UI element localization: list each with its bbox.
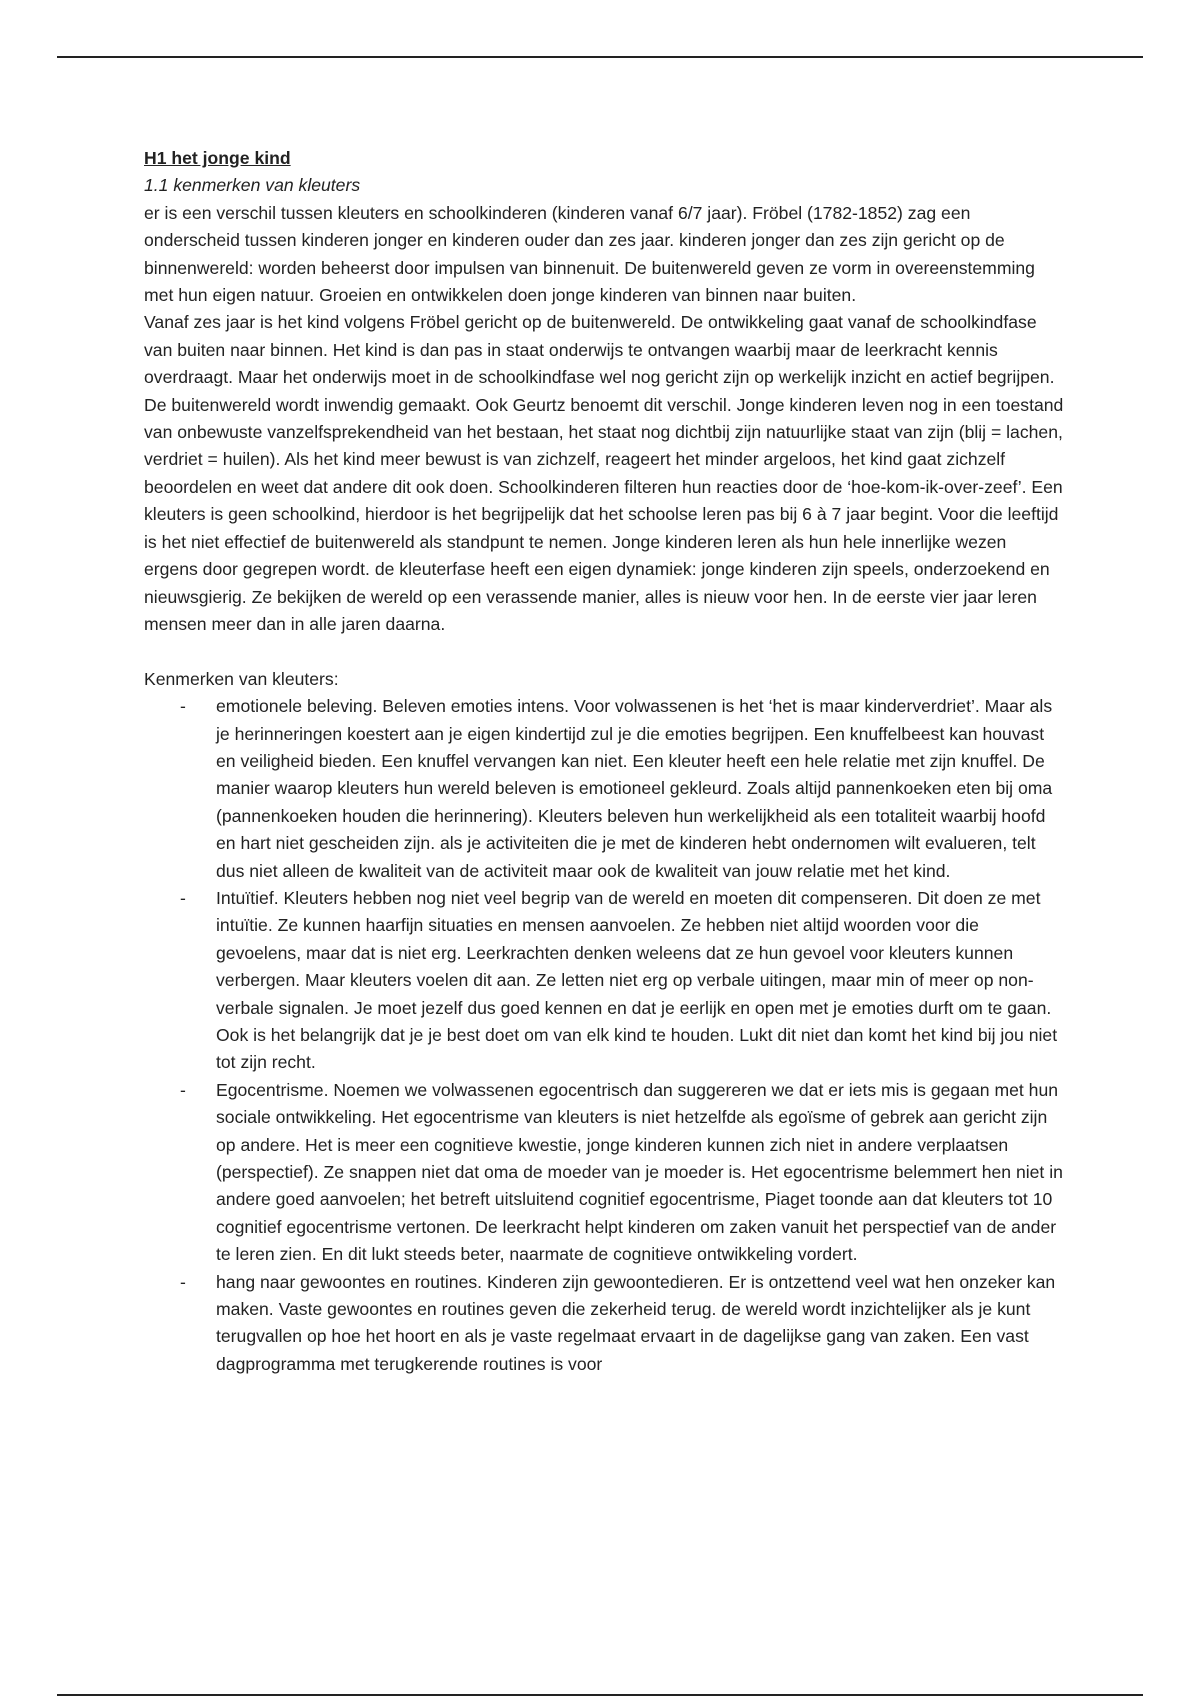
list-item [144,885,1064,1077]
list-item-text: emotionele beleving. Beleven emoties intens. Voor volwassenen is het ‘het is maar kinderverdriet’. Maar als je herinneringen koestert aan je eigen kindertijd zul je die emoties begrijpen. Een knuffelbeest kan houvast en veiligheid bieden. Een knuffel vervangen kan niet. Een kleuter heeft een hele relatie met zijn knuffel. De manier waarop kleuters hun wereld beleven is emotioneel gekleurd. Zoals altijd pannenkoeken eten bij oma (pannenkoeken houden die herinnering). Kleuters beleven hun werkelijkheid als een totaliteit waarbij hoofd en hart niet gescheiden zijn. als je activiteiten die je met de kinderen hebt ondernomen wilt evalueren, telt dus niet alleen de kwaliteit van de activiteit maar ook de kwaliteit van jouw relatie met het kind. [216,696,1053,881]
footer-rule [57,1694,1143,1696]
list-item-text: hang naar gewoontes en routines. Kinderen zijn gewoontedieren. Er is ontzettend veel wat hen onzeker kan maken. Vaste gewoontes en routines geven die zekerheid terug. de wereld wordt inzichtelijker als je kunt terugvallen op hoe het hoort en als je vaste regelmaat ervaart in de dagelijkse gang van zaken. Een vast dagprogramma met terugkerende routines is voor [216,1271,1056,1374]
dash-bullet-marker: - [180,887,186,908]
document-body [144,145,1064,1378]
dash-bullet-marker: - [180,1271,186,1292]
section-subheading: 1.1 kenmerken van kleuters [144,175,361,196]
paragraph: er is een verschil tussen kleuters en schoolkinderen (kinderen vanaf 6/7 jaar). Fröbel (1782-1852) zag een onderscheid tussen kinderen jonger en kinderen ouder dan zes jaar. kinderen jonger dan zes zijn gericht op de binnenwereld: worden beheerst door impulsen van binnenuit. De buitenwereld geven ze vorm in overeenstemming met hun eigen natuur. Groeien en ontwikkelen doen jonge kinderen van binnen naar buiten. [144,202,1035,306]
paragraph: Vanaf zes jaar is het kind volgens Fröbel gericht op de buitenwereld. De ontwikkeling gaat vanaf de schoolkindfase van buiten naar binnen. Het kind is dan pas in staat onderwijs te ontvangen waarbij maar de leerkracht kennis overdraagt. Maar het onderwijs moet in de schoolkindfase wel nog gericht zijn op werkelijk inzicht en actief begrijpen. De buitenwereld wordt inwendig gemaakt. Ook Geurtz benoemt dit verschil. Jonge kinderen leven nog in een toestand van onbewuste vanzelfsprekendheid van het bestaan, het staat nog dichtbij zijn natuurlijke staat van zijn (blij = lachen, verdriet = huilen). Als het kind meer bewust is van zichzelf, reageert het minder argeloos, het kind gaat zichzelf beoordelen en weet dat andere dit ook doen. Schoolkinderen filteren hun reacties door de ‘hoe-kom-ik-over-zeef’. Een kleuters is geen schoolkind, hierdoor is het begrijpelijk dat het schoolse leren pas bij 6 à 7 jaar begint. Voor die leeftijd is het niet effectief de buitenwereld als standpunt te nemen. Jonge kinderen leren als hun hele innerlijke wezen ergens door gegrepen wordt. de kleuterfase heeft een eigen dynamiek: jonge kinderen zijn speels, onderzoekend en nieuwsgierig. Ze bekijken de wereld op een verassende manier, alles is nieuw voor hen. In de eerste vier jaar leren mensen meer dan in alle jaren daarna. [144,312,1064,634]
list-item [144,1269,1064,1379]
dash-bullet-marker: - [180,696,186,717]
list-item [144,1077,1064,1269]
list-item-text: Intuïtief. Kleuters hebben nog niet veel begrip van de wereld en moeten dit compenseren. Dit doen ze met intuïtie. Ze kunnen haarfijn situaties en mensen aanvoelen. Ze hebben niet altijd woorden voor die gevoelens, maar dat is niet erg. Leerkrachten denken weleens dat ze hun gevoel voor kleuters kunnen verbergen. Maar kleuters voelen dit aan. Ze letten niet erg op verbale uitingen, maar min of meer op non-verbale signalen. Je moet jezelf dus goed kennen en dat je eerlijk en open met je emoties durft om te gaan. Ook is het belangrijk dat je je best doet om van elk kind te houden. Lukt dit niet dan komt het kind bij jou niet tot zijn recht. [216,887,1058,1073]
blank-line [144,638,1064,665]
characteristics-list [144,693,1064,1378]
chapter-heading: H1 het jonge kind [144,148,291,168]
header-rule [57,56,1143,58]
list-item-text: Egocentrisme. Noemen we volwassenen egocentrisch dan suggereren we dat er iets mis is gegaan met hun sociale ontwikkeling. Het egocentrisme van kleuters is niet hetzelfde als egoïsme of gebrek aan gericht zijn op andere. Het is meer een cognitieve kwestie, jonge kinderen kunnen zich niet in andere verplaatsen (perspectief). Ze snappen niet dat oma de moeder van je moeder is. Het egocentrisme belemmert hen niet in andere goed aanvoelen; het betreft uitsluitend cognitief egocentrisme, Piaget toonde aan dat kleuters tot 10 cognitief egocentrisme vertonen. De leerkracht helpt kinderen om zaken vanuit het perspectief van de ander te leren zien. En dit lukt steeds beter, naarmate de cognitieve ontwikkeling vordert. [216,1079,1063,1265]
list-item [144,693,1064,885]
dash-bullet-marker: - [180,1079,186,1100]
list-intro: Kenmerken van kleuters: [144,668,339,689]
